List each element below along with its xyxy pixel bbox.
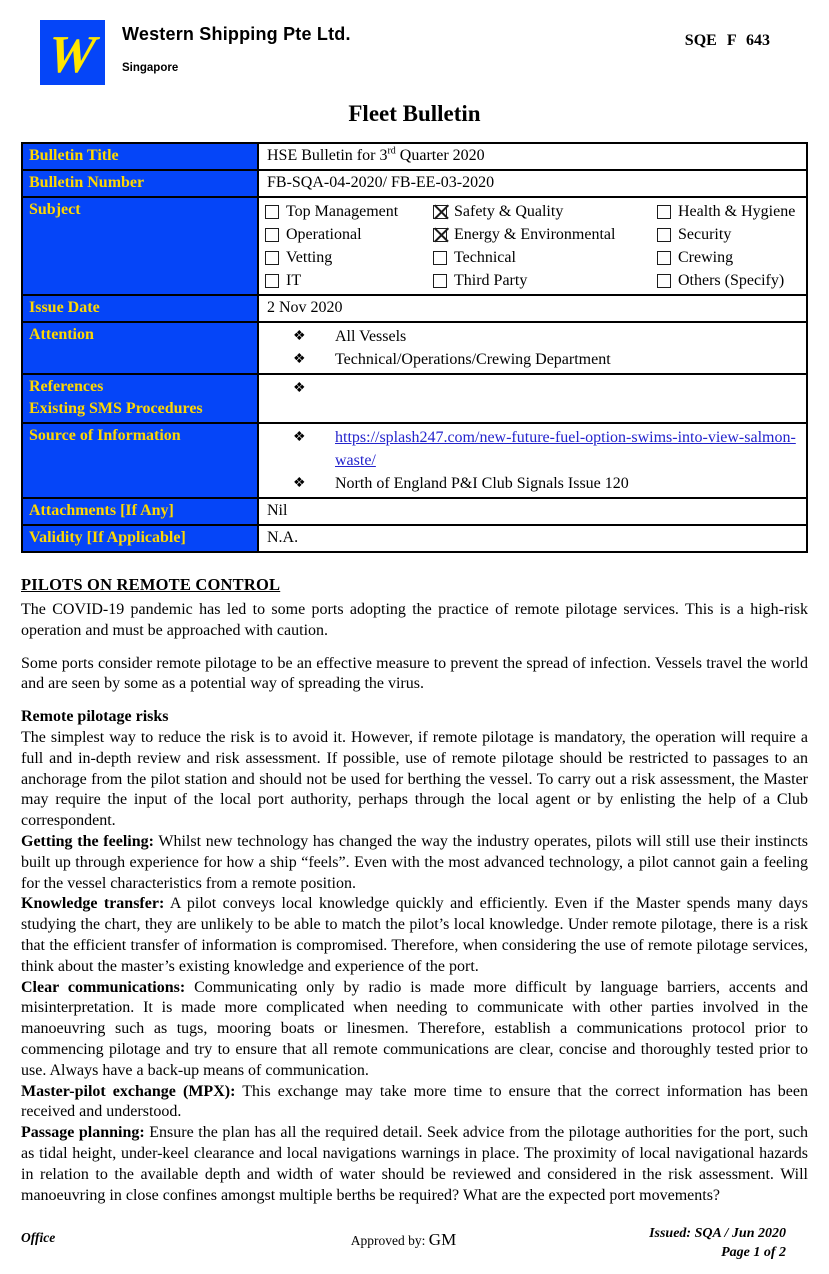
diamond-bullet-icon: ❖ bbox=[293, 352, 306, 367]
table-row bbox=[22, 295, 807, 322]
footer-issued: Issued: SQA / Jun 2020 bbox=[649, 1226, 786, 1241]
checkbox-label: Safety & Quality bbox=[454, 203, 564, 220]
diamond-bullet-icon: ❖ bbox=[293, 430, 306, 445]
company-location: Singapore bbox=[122, 62, 179, 74]
attachments-value: Nil bbox=[258, 498, 807, 525]
topic-label: Knowledge transfer: bbox=[21, 895, 165, 913]
checkbox-item-energy-environmental[interactable] bbox=[433, 223, 657, 246]
topic-label: Passage planning: bbox=[21, 1124, 145, 1142]
references-label-line2: Existing SMS Procedures bbox=[29, 400, 203, 417]
checkbox[interactable] bbox=[433, 251, 447, 265]
checkbox[interactable] bbox=[265, 228, 279, 242]
checkbox-item-top-management[interactable] bbox=[265, 200, 433, 223]
checkbox-label: Energy & Environmental bbox=[454, 226, 616, 243]
topic-text: This exchange may take more time to ensure that the correct information has been received and understood. bbox=[21, 1082, 808, 1121]
topic-paragraph-passage-planning bbox=[21, 1123, 808, 1206]
checkbox-label: Security bbox=[678, 226, 732, 243]
svg-text:W: W bbox=[44, 24, 99, 84]
attachments-label: Attachments [If Any] bbox=[22, 498, 258, 525]
risk-paragraph: The simplest way to reduce the risk is to avoid it. However, if remote pilotage is mandatory, the operation will require a full and in-depth review and risk assessment. If possible, use of remote pilotage should be restricted to passages to an anchorage from the pilot station and should not be used for berthing the vessel. To carry out a risk assessment, the Master may require the input of the local port authority, perhaps through the local agent or by enlisting the help of a Club correspondent. bbox=[21, 728, 808, 830]
table-row bbox=[22, 525, 807, 552]
bulletin-title-label: Bulletin Title bbox=[22, 143, 258, 170]
section-heading: PILOTS ON REMOTE CONTROL bbox=[21, 575, 281, 594]
subject-value bbox=[258, 197, 807, 295]
approved-by-label: Approved by: bbox=[350, 1233, 426, 1248]
table-row bbox=[22, 374, 807, 423]
checkbox-item-third-party[interactable] bbox=[433, 269, 657, 292]
intro-paragraph-1: The COVID-19 pandemic has led to some ports adopting the practice of remote pilotage services. This is a high-risk operation and must be approached with caution. bbox=[21, 601, 808, 639]
footer-issued-block bbox=[456, 1224, 808, 1262]
topic-text: Whilst new technology has changed the way the industry operates, pilots will still use their instincts built up through experience for how a ship “feels”. Even with the most advanced technology, a pilot cannot gain a feeling for the vessel characteristics from a remote position. bbox=[21, 832, 809, 892]
attention-item-text: Technical/Operations/Crewing Department bbox=[335, 351, 611, 368]
references-label bbox=[22, 374, 258, 423]
list-item bbox=[267, 348, 798, 371]
checkbox-label: IT bbox=[286, 272, 302, 289]
topic-label: Clear communications: bbox=[21, 978, 186, 996]
attention-value bbox=[258, 322, 807, 374]
topic-text: A pilot conveys local knowledge quickly and efficiently. Even if the Master spends many days studying the chart, they are unlikely to be able to match the pilot’s local knowledge. Under remote pilotage, there is a risk that the efficient transfer of information is compromised. Therefore, when considering the use of remote pilotage services, think about the master’s existing knowledge and experience of the port. bbox=[21, 895, 808, 975]
attention-list bbox=[267, 323, 798, 373]
references-label-line1: References bbox=[29, 378, 104, 395]
bulletin-number-label: Bulletin Number bbox=[22, 170, 258, 197]
references-list bbox=[267, 375, 798, 402]
topic-label: Master-pilot exchange (MPX): bbox=[21, 1082, 236, 1100]
subject-label: Subject bbox=[22, 197, 258, 295]
bulletin-title-value bbox=[258, 143, 807, 170]
source-hyperlink[interactable]: https://splash247.com/new-future-fuel-option-swims-into-view-salmon-waste/ bbox=[335, 429, 796, 469]
topic-paragraph-getting-the-feeling bbox=[21, 832, 808, 894]
bulletin-form-table bbox=[21, 142, 808, 553]
approved-by-value: GM bbox=[428, 1230, 457, 1249]
checkbox[interactable] bbox=[265, 274, 279, 288]
bulletin-title-text: HSE Bulletin for 3 bbox=[267, 147, 388, 164]
topic-text: Communicating only by radio is made more difficult by language barriers, accents and misinterpretation. It is made more complicated when needing to communicate with other parties involved in the manoeuvring such as tugs, mooring boats or linesmen. Therefore, establish a communications protocol prior to commencing pilotage and try to ensure that all remote communications are clear, concise and thoroughly tested prior to use. Always have a back-up means of communication. bbox=[21, 978, 809, 1079]
company-name-block bbox=[122, 20, 351, 74]
intro-paragraph-2: Some ports consider remote pilotage to be an effective measure to prevent the spread of infection. Vessels travel the world and are seen by some as a potential way of spreading the virus. bbox=[21, 654, 808, 693]
attention-label: Attention bbox=[22, 322, 258, 374]
checkbox-item-security[interactable] bbox=[657, 223, 802, 246]
checkbox-label: Health & Hygiene bbox=[678, 203, 796, 220]
subject-checkbox-grid bbox=[263, 198, 802, 294]
checkbox[interactable] bbox=[265, 251, 279, 265]
table-row bbox=[22, 423, 807, 498]
list-item bbox=[267, 472, 798, 495]
list-item bbox=[267, 426, 798, 472]
checkbox-item-safety-quality[interactable] bbox=[433, 200, 657, 223]
table-row bbox=[22, 170, 807, 197]
checkbox[interactable] bbox=[657, 228, 671, 242]
source-list bbox=[267, 424, 798, 497]
checkbox-label: Vetting bbox=[286, 249, 333, 266]
checkbox[interactable] bbox=[657, 274, 671, 288]
source-link-wrap bbox=[335, 426, 798, 472]
checkbox-item-operational[interactable] bbox=[265, 223, 433, 246]
document-footer bbox=[21, 1224, 808, 1262]
checkbox-item-technical[interactable] bbox=[433, 246, 657, 269]
validity-label: Validity [If Applicable] bbox=[22, 525, 258, 552]
table-row bbox=[22, 322, 807, 374]
checkbox-label: Third Party bbox=[454, 272, 528, 289]
checkbox[interactable] bbox=[657, 205, 671, 219]
company-name: Western Shipping Pte Ltd. bbox=[122, 24, 351, 44]
checkbox-item-crewing[interactable] bbox=[657, 246, 802, 269]
checkbox-label: Crewing bbox=[678, 249, 734, 266]
source-of-information-label: Source of Information bbox=[22, 423, 258, 498]
list-item bbox=[267, 325, 798, 348]
table-row bbox=[22, 143, 807, 170]
ordinal-superscript: rd bbox=[387, 145, 396, 157]
document-header bbox=[21, 20, 808, 85]
footer-page-number: Page 1 of 2 bbox=[721, 1245, 786, 1260]
bulletin-body bbox=[21, 575, 808, 1206]
page-title: Fleet Bulletin bbox=[348, 101, 481, 126]
company-logo-icon bbox=[39, 20, 106, 85]
checkbox-label: Others (Specify) bbox=[678, 272, 785, 289]
checkbox-item-vetting[interactable] bbox=[265, 246, 433, 269]
checkbox-item-others[interactable] bbox=[657, 269, 802, 292]
checkbox-item-it[interactable] bbox=[265, 269, 433, 292]
source-item-text: North of England P&I Club Signals Issue 120 bbox=[335, 475, 629, 492]
footer-office: Office bbox=[21, 1230, 56, 1245]
list-item bbox=[267, 377, 798, 400]
diamond-bullet-icon: ❖ bbox=[293, 329, 306, 344]
subsection-heading: Remote pilotage risks bbox=[21, 708, 169, 726]
source-of-information-value bbox=[258, 423, 807, 498]
diamond-bullet-icon: ❖ bbox=[293, 476, 306, 491]
bulletin-number-value: FB-SQA-04-2020/ FB-EE-03-2020 bbox=[258, 170, 807, 197]
checkbox-item-health-hygiene[interactable] bbox=[657, 200, 802, 223]
references-value bbox=[258, 374, 807, 423]
checkbox[interactable] bbox=[433, 228, 447, 242]
checkbox[interactable] bbox=[265, 205, 279, 219]
checkbox[interactable] bbox=[657, 251, 671, 265]
diamond-bullet-icon: ❖ bbox=[293, 381, 306, 396]
topic-paragraph-clear-communications bbox=[21, 978, 808, 1082]
attention-item-text: All Vessels bbox=[335, 328, 407, 345]
footer-approved-by bbox=[351, 1224, 456, 1250]
checkbox[interactable] bbox=[433, 205, 447, 219]
checkbox-label: Top Management bbox=[286, 203, 399, 220]
topic-paragraph-knowledge-transfer bbox=[21, 894, 808, 977]
topic-text: Ensure the plan has all the required detail. Seek advice from the pilotage authorities for the port, such as tidal height, under-keel clearance and local navigations warnings in place. The proximity of local navigational hazards in relation to the available depth and width of water should be reviewed and considered in the risk assessment. Will manoeuvring in close confines amongst multiple berths be required? What are the expected port movements? bbox=[21, 1124, 809, 1204]
checkbox-label: Technical bbox=[454, 249, 516, 266]
table-row bbox=[22, 498, 807, 525]
table-row bbox=[22, 197, 807, 295]
bulletin-title-text-2: Quarter 2020 bbox=[395, 147, 485, 164]
form-code: SQE F 643 bbox=[684, 32, 770, 49]
checkbox[interactable] bbox=[433, 274, 447, 288]
validity-value: N.A. bbox=[258, 525, 807, 552]
issue-date-value: 2 Nov 2020 bbox=[258, 295, 807, 322]
topic-paragraph-master-pilot-exchange bbox=[21, 1082, 808, 1124]
topic-label: Getting the feeling: bbox=[21, 832, 154, 850]
issue-date-label: Issue Date bbox=[22, 295, 258, 322]
checkbox-label: Operational bbox=[286, 226, 362, 243]
